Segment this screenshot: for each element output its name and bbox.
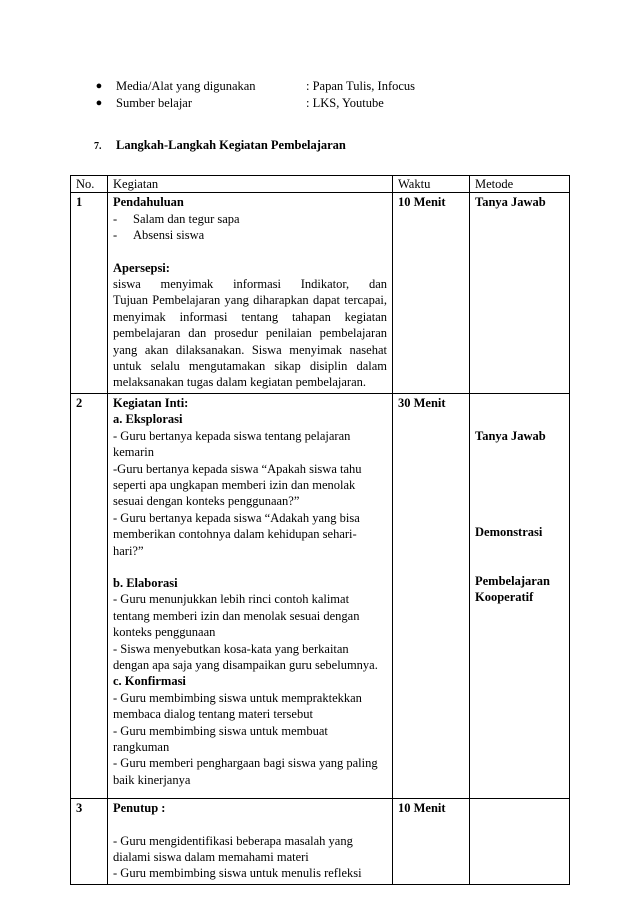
eksplorasi-line: -Guru bertanya kepada siswa “Apakah siswa tahu	[113, 461, 362, 476]
eksplorasi-line: hari?”	[113, 543, 144, 558]
eksplorasi-line: - Guru bertanya kepada siswa tentang pelajaran	[113, 428, 351, 443]
konfirmasi-line: baik kinerjanya	[113, 772, 191, 787]
section-number: 7.	[94, 141, 102, 152]
metode-cell	[470, 393, 570, 798]
list-item-media	[94, 78, 574, 95]
konfirmasi-line: membaca dialog tentang materi tersebut	[113, 707, 313, 722]
kegiatan-cell	[108, 799, 393, 885]
metode-cell	[470, 799, 570, 885]
kegiatan-cell	[108, 193, 393, 393]
table-row	[71, 193, 570, 393]
row-number: 2	[71, 393, 108, 798]
apersepsi-line: menyimak informasi tentang tahapan kegiatan	[113, 309, 387, 324]
header-no: No.	[71, 176, 108, 193]
sumber-value: : LKS, Youtube	[306, 96, 384, 110]
eksplorasi-line: memberikan contohnya dalam kehidupan sehari-	[113, 527, 357, 542]
item-text: Salam dan tegur sapa	[133, 211, 240, 226]
konfirmasi-line: rangkuman	[113, 740, 170, 754]
apersepsi-line: yang akan dilaksanakan. Siswa menyimak nasehat	[113, 342, 387, 357]
bullet-icon: ●	[95, 97, 103, 109]
item-text: Absensi siswa	[133, 228, 205, 243]
konfirmasi-title: c. Konfirmasi	[113, 674, 186, 689]
metode-cell: Tanya Jawab	[470, 193, 570, 393]
table-row	[71, 799, 570, 885]
section-title: Langkah-Langkah Kegiatan Pembelajaran	[116, 138, 346, 152]
table-header-row	[71, 176, 570, 193]
konfirmasi-line: - Guru membimbing siswa untuk membuat	[113, 723, 328, 738]
media-value: : Papan Tulis, Infocus	[306, 79, 416, 93]
konfirmasi-line: - Guru membimbing siswa untuk mempraktekkan	[113, 690, 362, 705]
penutup-line: dialami siswa dalam memahami materi	[113, 850, 309, 865]
header-metode: Metode	[470, 176, 570, 193]
metode-demonstrasi: Demonstrasi	[475, 525, 543, 540]
penutup-line: - Guru mengidentifikasi beberapa masalah yang	[113, 833, 353, 848]
row-number: 3	[71, 799, 108, 885]
table-row	[71, 393, 570, 798]
elaborasi-line: - Guru menunjukkan lebih rinci contoh kalimat	[113, 592, 350, 607]
waktu-cell: 10 Menit	[393, 799, 470, 885]
elaborasi-title: b. Elaborasi	[113, 575, 178, 590]
media-and-sources-list	[94, 78, 574, 112]
metode-kooperatif: Kooperatif	[475, 590, 534, 605]
list-item: - Salam dan tegur sapa	[113, 211, 240, 226]
list-item-sumber	[94, 95, 574, 112]
apersepsi-line: melaksanakan tugas dalam kegiatan pembelajaran.	[113, 375, 367, 390]
penutup-line: - Guru membimbing siswa untuk menulis refleksi	[113, 866, 362, 881]
elaborasi-line: dengan apa saja yang disampaikan guru sebelumnya.	[113, 657, 378, 672]
eksplorasi-line: sesuai dengan konteks penggunaan?”	[113, 494, 300, 509]
pendahuluan-title: Pendahuluan	[113, 195, 184, 210]
list-item: - Absensi siswa	[113, 228, 205, 243]
eksplorasi-line: - Guru bertanya kepada siswa “Adakah yang bisa	[113, 510, 360, 525]
apersepsi-line: Tujuan Pembelajaran yang diharapkan dapat tercapai,	[113, 293, 387, 308]
header-waktu: Waktu	[393, 176, 470, 193]
waktu-cell: 30 Menit	[393, 393, 470, 798]
eksplorasi-line: kemarin	[113, 445, 154, 460]
elaborasi-line: tentang memberi izin dan menolak sesuai dengan	[113, 608, 360, 623]
media-label: Media/Alat yang digunakan	[116, 79, 256, 93]
sumber-label: Sumber belajar	[116, 96, 193, 110]
apersepsi-line: pembelajaran dan prosedur penilaian pembelajaran	[113, 326, 387, 341]
bullet-icon: ●	[95, 80, 103, 92]
eksplorasi-title: a. Eksplorasi	[113, 412, 183, 427]
apersepsi-line: untuk selalu mengutamakan sikap disiplin dalam	[113, 359, 387, 374]
apersepsi-line: siswa menyimak informasi Indikator, dan	[113, 277, 387, 292]
konfirmasi-line: - Guru memberi penghargaan bagi siswa yang paling	[113, 756, 378, 771]
penutup-title: Penutup :	[113, 801, 166, 816]
apersepsi-title: Apersepsi:	[113, 260, 170, 275]
metode-tanya-jawab: Tanya Jawab	[475, 428, 546, 443]
metode-pembelajaran: Pembelajaran	[475, 573, 550, 588]
kegiatan-cell	[108, 393, 393, 798]
kegiatan-inti-title: Kegiatan Inti:	[113, 395, 189, 410]
header-kegiatan: Kegiatan	[108, 176, 393, 193]
elaborasi-line: - Siswa menyebutkan kosa-kata yang berkaitan	[113, 641, 349, 656]
waktu-cell: 10 Menit	[393, 193, 470, 393]
row-number: 1	[71, 193, 108, 393]
section-heading	[94, 137, 346, 155]
eksplorasi-line: seperti apa ungkapan memberi izin dan menolak	[113, 477, 356, 492]
learning-steps-table	[70, 175, 570, 885]
elaborasi-line: konteks penggunaan	[113, 625, 216, 640]
